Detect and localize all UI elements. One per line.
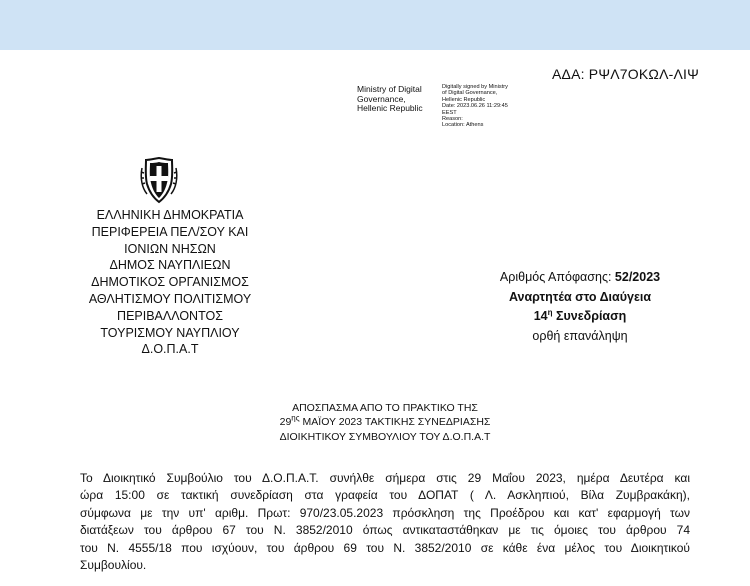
signer-line: Ministry of Digital	[357, 84, 422, 94]
paragraph-line: σύμφωνα με την υπ' αριθμ. Πρωτ: 970/23.05.2023 πρόσκληση της Προέδρου και κατ' εφαρμογή των	[80, 505, 690, 520]
signer-line: Governance,	[357, 93, 406, 104]
issuing-authority	[65, 207, 275, 358]
paragraph-line: ώρα 15:00 σε τακτική συνεδρίαση στα γραφεία του ΔΟΠΑΤ ( Λ. Ασκληπιού, Βίλα Ζυμβρακάκη),	[80, 488, 690, 503]
signature-detail-line: Location: Athens	[442, 122, 484, 129]
heading-line	[200, 415, 570, 429]
decision-info	[460, 268, 700, 346]
authority-line: ΑΘΛΗΤΙΣΜΟΥ ΠΟΛΙΤΙΣΜΟΥ	[88, 291, 252, 306]
heading-day: 29	[279, 416, 292, 429]
ada-code: ΑΔΑ: ΡΨΛ7ΟΚΩΛ-ΛΙΨ	[552, 66, 700, 82]
paragraph-line: Συμβουλίου.	[80, 558, 147, 573]
viewer-top-bar	[0, 0, 750, 50]
correction-note: ορθή επανάληψη	[532, 328, 628, 343]
session-text: Συνεδρίαση	[552, 309, 627, 323]
session-label	[460, 307, 700, 327]
signature-detail-line: Reason:	[442, 116, 463, 123]
paragraph-line: του Ν. 4555/18 που ισχύουν, του άρθρου 69 του Ν. 3852/2010 σε κάθε ένα μέλος του Διοικητικού	[80, 540, 690, 555]
authority-line: ΠΕΡΙΦΕΡΕΙΑ ΠΕΛ/ΣΟΥ ΚΑΙ	[91, 224, 249, 239]
posting-note: Αναρτητέα στο Διαύγεια	[508, 289, 652, 304]
authority-line: ΕΛΛΗΝΙΚΗ ΔΗΜΟΚΡΑΤΙΑ	[96, 208, 244, 222]
body-paragraph	[80, 470, 690, 574]
paragraph-line: διατάξεων του άρθρου 67 του Ν. 3852/2010 όπως αντικαταστάθηκαν με τις όμοιες του άρθρου 74	[80, 523, 690, 538]
heading-rest: ΜΑΪΟΥ 2023 ΤΑΚΤΙΚΗΣ ΣΥΝΕΔΡΙΑΣΗΣ	[299, 416, 491, 429]
signature-detail-line: Digitally signed by Ministry	[442, 84, 508, 90]
authority-line: Δ.Ο.Π.Α.Τ	[141, 342, 199, 357]
authority-line: ΙΟΝΙΩΝ ΝΗΣΩΝ	[124, 241, 216, 256]
heading-line: ΔΙΟΙΚΗΤΙΚΟΥ ΣΥΜΒΟΥΛΙΟΥ ΤΟΥ Δ.Ο.Π.Α.Τ	[279, 430, 491, 443]
signature-detail-line: Hellenic Republic	[442, 96, 486, 103]
signer-line: Hellenic Republic	[357, 103, 423, 113]
signature-detail-line: EEST	[442, 109, 457, 116]
authority-line: ΔΗΜΟΤΙΚΟΣ ΟΡΓΑΝΙΣΜΟΣ	[91, 275, 249, 290]
signature-detail-line: of Digital Governance,	[442, 90, 498, 97]
decision-number-value: 52/2023	[614, 270, 661, 284]
authority-line: ΔΗΜΟΣ ΝΑΥΠΛΙΕΩΝ	[109, 258, 231, 273]
authority-line: ΠΕΡΙΒΑΛΛΟΝΤΟΣ	[117, 308, 223, 323]
greek-coat-of-arms-icon	[139, 156, 179, 204]
decision-number	[460, 268, 700, 288]
signature-detail-line: Date: 2023.06.26 11:29:45	[442, 103, 508, 110]
session-sup: η	[547, 307, 553, 317]
extract-heading	[200, 401, 570, 444]
decision-number-label: Αριθμός Απόφασης:	[499, 270, 615, 284]
authority-line: ΤΟΥΡΙΣΜΟΥ ΝΑΥΠΛΙΟΥ	[100, 325, 240, 340]
signature-details	[442, 84, 508, 129]
paragraph-line: Το Διοικητικό Συμβούλιο του Δ.Ο.Π.Α.Τ. συνήλθε σήμερα στις 29 Μαΐου 2023, ημέρα Δευτέρα και	[80, 471, 690, 485]
heading-day-sup: ης	[291, 413, 300, 423]
heading-line: ΑΠΟΣΠΑΣΜΑ ΑΠΟ ΤΟ ΠΡΑΚΤΙΚΟ ΤΗΣ	[292, 402, 478, 414]
session-number: 14	[533, 309, 548, 323]
digital-signer	[357, 85, 423, 114]
